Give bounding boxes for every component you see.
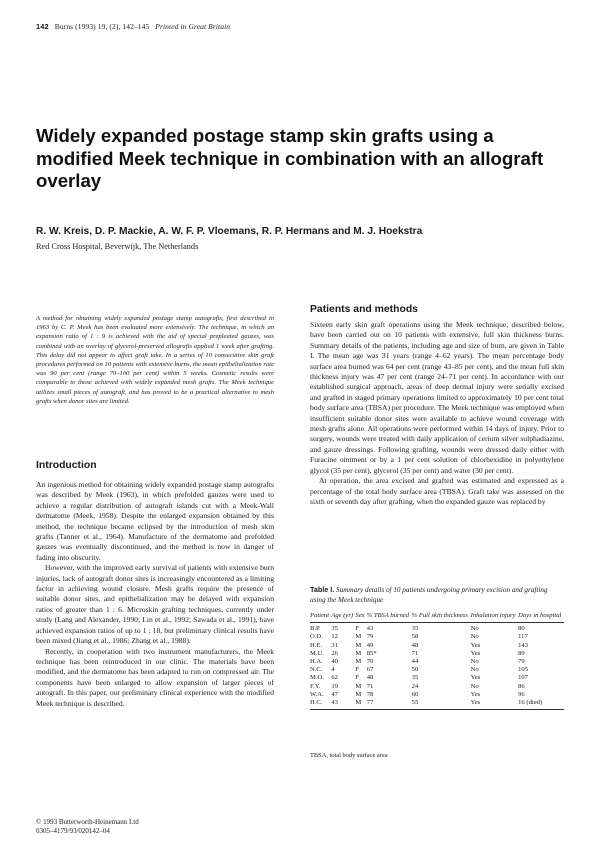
table-cell: No (470, 625, 479, 633)
table-row (310, 658, 564, 666)
table-cell: H.C. (310, 699, 323, 707)
abstract: A method for obtaining widely expanded postage stamp autografts, first described in 1963 by C. P. Meek has been evaluated more extensively. The technique, in which an expansion ratio of 1 : 9 is achieved with the aid of special prepleated gauzes, was combined with an overlay of glycerol-preserved allografts applied 1 week after grafting. This delay did not appear to affect graft take. In a series of 10 consecutive skin graft procedures performed on 10 patients with extensive burns, the mean epithelialization rate was 90 per cent (range 70–100 per cent) within 5 weeks. Cosmetic results were comparable to those achieved with widely expanded mesh grafts. The Meek technique utilizes small pieces of autograft, and has proved to be a practical alternative to mesh grafts when donor sites are limited. (36, 315, 274, 405)
table-cell: N.C. (310, 666, 323, 674)
table-cell: F (355, 666, 360, 674)
table-caption-text: Summary details of 10 patients undergoing primary excision and grafting using the Meek technique (310, 586, 548, 604)
table-cell: 19 (331, 682, 338, 690)
table-row (310, 650, 564, 658)
table-row (310, 666, 564, 674)
methods-paragraph: At operation, the area excised and grafted was estimated and expressed as a percentage of the total body surface area (TBSA). Graft take was assessed on the sixth or seventh day after grafting, when the expanded gauze was replaced by (310, 476, 564, 506)
table-cell: 60 (411, 690, 419, 698)
patient-table (310, 612, 564, 710)
affiliation: Red Cross Hospital, Beverwijk, The Netherlands (36, 242, 199, 251)
introduction-body (36, 480, 274, 709)
table-cell: 107 (518, 674, 529, 682)
table-cell: 43 (331, 699, 338, 707)
col-patient: Patient (310, 612, 330, 619)
table-cell: M (355, 641, 362, 649)
table-cell: F (355, 674, 360, 682)
table-cell: M (355, 690, 362, 698)
table-cell: M.U. (310, 649, 324, 657)
table-cell: 4 (331, 666, 335, 674)
table-row (310, 691, 564, 699)
table-cell: 35 (411, 625, 419, 633)
table-cell: No (470, 666, 479, 674)
table-cell: 105 (518, 666, 529, 674)
issn-line: 0305–4179/93/020142–04 (36, 827, 110, 835)
table-cell: M (355, 682, 362, 690)
table-row (310, 623, 564, 634)
table-cell: M.O. (310, 674, 324, 682)
table-cell: 31 (331, 641, 338, 649)
table-cell: M (355, 658, 362, 666)
col-full-skin: % Full skin thickness (411, 612, 468, 619)
table-cell: M (355, 633, 362, 641)
table-cell: H.A. (310, 658, 323, 666)
table-cell: 67 (366, 666, 374, 674)
table-cell: F.Y. (310, 682, 321, 690)
table-cell: 40 (331, 658, 338, 666)
table-cell: 43 (366, 625, 374, 633)
table-cell: 50 (411, 666, 419, 674)
table-cell: 96 (518, 690, 525, 698)
running-head (36, 22, 230, 31)
table-cell: 12 (331, 633, 338, 641)
table-cell: 89 (518, 649, 525, 657)
table-cell: M (355, 649, 362, 657)
table-cell: 55 (411, 699, 419, 707)
table-cell: No (470, 682, 479, 690)
page-number: 142 (36, 22, 49, 31)
table-cell: 71 (366, 682, 374, 690)
introduction-heading: Introduction (36, 460, 97, 471)
patients-methods-body (310, 320, 564, 507)
table-row (310, 633, 564, 641)
table-cell: O.D. (310, 633, 323, 641)
col-tbsa: % TBSA burned (366, 612, 410, 619)
table-cell: 49 (366, 641, 374, 649)
patients-methods-heading: Patients and methods (310, 304, 418, 315)
table-cell: 24 (411, 682, 419, 690)
table-cell: 143 (518, 641, 529, 649)
table-cell: Yes (470, 649, 481, 657)
table-cell: 80 (518, 625, 525, 633)
table-cell: 48 (366, 674, 374, 682)
table-cell: M (355, 699, 362, 707)
table-header-row (310, 612, 564, 623)
table-cell: 85* (366, 649, 377, 657)
table-cell: No (470, 633, 479, 641)
table-cell: 35 (411, 674, 419, 682)
introduction-paragraph: However, with the improved early survival of patients with extensive burn injuries, lack of autograft donor sites is increasingly encountered as a limiting factor in achieving wound closure. Mesh grafts require the presence of suitable donor sites, and epithelialization may be delayed with expansion ratios of greater than 1 : 6. Microskin grafting techniques, currently under study (Lang and Alexander, 1990; Lin et al., 1992; Sawada et al., 1991), have achieved expansion ratios of up to 1 : 18, but preliminary clinical results have been mixed (Jiang et al., 1986; Zhang et al., 1988). (36, 563, 274, 646)
table-row (310, 699, 564, 710)
printed-in: Printed in Great Britain (155, 22, 231, 31)
table-cell: 117 (518, 633, 528, 641)
table-row (310, 683, 564, 691)
col-inhalation: Inhalation injury (470, 612, 516, 619)
table-cell: B.P. (310, 625, 321, 633)
introduction-paragraph: Recently, in cooperation with two instrument manufacturers, the Meek technique has been reintroduced in our clinic. The materials have been modified, and the dermatome has been adapted to run on compressed air. The components have been enlarged to allow expansion of larger pieces of autograft. In this paper, our preliminary clinical experience with the modified Meek technique is described. (36, 646, 274, 708)
table-cell: Yes (470, 641, 481, 649)
table-cell: 71 (411, 649, 419, 657)
table-cell: 78 (366, 690, 374, 698)
table-cell: 79 (366, 633, 374, 641)
table-cell: 35 (331, 625, 338, 633)
table-cell: 77 (366, 699, 374, 707)
methods-paragraph: Sixteen early skin graft operations using the Meek technique, described below, have been carried out on 10 patients with extensive, full skin thickness burns. Summary details of the patients, including age and size of burn, are given in Table I. The mean age was 31 years (range 4–62 years). The mean percentage body surface area burned was 64 per cent (range 43–85 per cent), and the mean full skin thickness injury was 47 per cent (range 24–71 per cent). In accordance with our established surgical approach, areas of deep dermal injury were serially excised and grafted in staged primary operations limited to approximately 10 per cent total body surface area (TBSA) per procedure. The Meek technique was employed when insufficient suitable donor sites were available to achieve wound coverage with mesh grafts alone. All operations were performed within 14 days of injury. Prior to surgery, wounds were treated with daily application of cerium silver sulphadiazine, and gauze dressings. Following grafting, wounds were dressed daily either with Furacine ointment or by a 1 per cent solution of chlorhexidine in polyethylene glycol (35 per cent), glycerol (35 per cent) and water (30 per cent). (310, 320, 564, 475)
table-cell: No (470, 658, 479, 666)
table-cell: H.E. (310, 641, 323, 649)
table-cell: F (355, 625, 360, 633)
table-cell: 48 (411, 641, 419, 649)
table-cell: 79 (518, 658, 525, 666)
journal-name: Burns (54, 22, 74, 31)
table-row (310, 674, 564, 682)
table-row (310, 642, 564, 650)
table-cell: 26 (331, 649, 338, 657)
table-cell: W.A. (310, 690, 324, 698)
table-cell: 86 (518, 682, 525, 690)
introduction-paragraph: An ingenious method for obtaining widely expanded postage stamp autografts was described by Meek (1963), in which prefolded gauzes were used to achieve a regular distribution of autograft islands cut with a Meek-Wall dermatome (Meek, 1958). Despite the enlarged expansion obtained by this method, the technique became eclipsed by the introduction of mesh skin grafts (Tanner et al., 1964). Manufacture of the dermatome and prefolded gauzes was eventually discontinued, and the method is now in danger of fading into obscurity. (36, 480, 274, 562)
copyright-line: © 1993 Butterworth-Heinemann Ltd (36, 818, 139, 826)
table-cell: Yes (470, 690, 481, 698)
table-cell: 47 (331, 690, 338, 698)
article-title: Widely expanded postage stamp skin grafts using a modified Meek technique in combination with an allograft overlay (36, 125, 544, 191)
table-cell: Yes (470, 699, 481, 707)
table-cell: 58 (411, 633, 419, 641)
col-age: Age (yr) (331, 612, 354, 619)
copyright-notice (36, 818, 139, 836)
table-cell: 70 (366, 658, 374, 666)
journal-citation: (1993) 19, (2), 142–145 (75, 22, 150, 31)
author-list: R. W. Kreis, D. P. Mackie, A. W. F. P. Vloemans, R. P. Hermans and M. J. Hoekstra (36, 226, 423, 237)
table-cell: 16 (died) (518, 699, 543, 707)
table-caption (310, 585, 564, 605)
table-cell: 44 (411, 658, 419, 666)
table-footnote: TBSA, total body surface area (310, 752, 388, 759)
col-days: Days in hospital (518, 612, 562, 619)
table-label: Table I. (310, 585, 335, 594)
table-cell: 62 (331, 674, 338, 682)
col-sex: Sex (355, 612, 365, 619)
table-cell: Yes (470, 674, 481, 682)
